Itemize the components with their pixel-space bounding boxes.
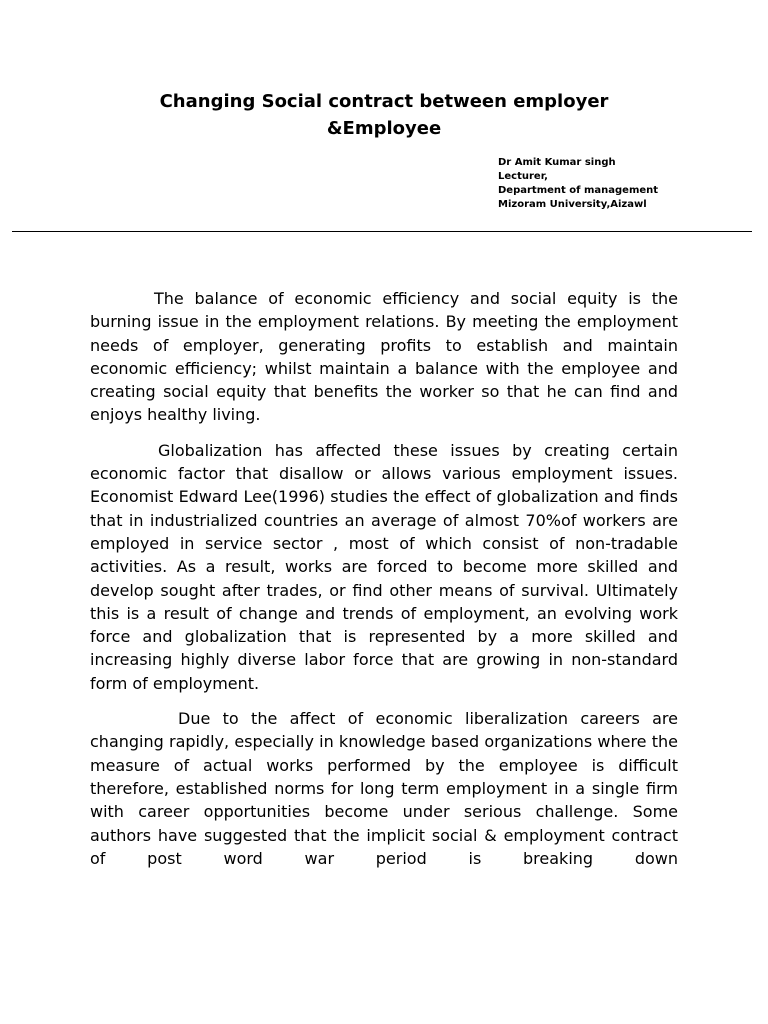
title-line-2: &Employee: [326, 118, 442, 139]
header-divider: [12, 231, 752, 232]
title-line-1: Changing Social contract between employer: [159, 91, 609, 112]
author-block: [498, 156, 658, 212]
author-department: Department of management: [498, 185, 659, 196]
body-text: [90, 287, 678, 882]
document-title: [60, 88, 708, 142]
paragraph-2: Globalization has affected these issues by creating certain economic factor that disallow or allows various employment issues. Economist Edward Lee(1996) studies the effect of globalization and finds that in industrialized countries an average of almost 70%of workers are employed in service sector , most of which consist of non-tradable activities. As a result, works are forced to become more skilled and develop sought after trades, or find other means of survival. Ultimately this is a result of change and trends of employment, an evolving work force and globalization that is represented by a more skilled and increasing highly diverse labor force that are growing in non-standard form of employment.: [90, 440, 678, 693]
author-position: Lecturer,: [498, 171, 548, 182]
paragraph-1: The balance of economic efficiency and social equity is the burning issue in the employment relations. By meeting the employment needs of employer, generating profits to establish and maintain economic efficiency; whilst maintain a balance with the employee and creating social equity that benefits the worker so that he can find and enjoys healthy living.: [90, 289, 678, 425]
paragraph-3: Due to the affect of economic liberalization careers are changing rapidly, especially in knowledge based organizations where the measure of actual works performed by the employee is difficult therefore, established norms for long term employment in a single firm with career opportunities become under serious challenge. Some authors have suggested that the implicit social & employment contract of post word war period is breaking down: [90, 709, 678, 868]
author-name: Dr Amit Kumar singh: [498, 157, 616, 168]
author-institution: Mizoram University,Aizawl: [498, 199, 647, 210]
